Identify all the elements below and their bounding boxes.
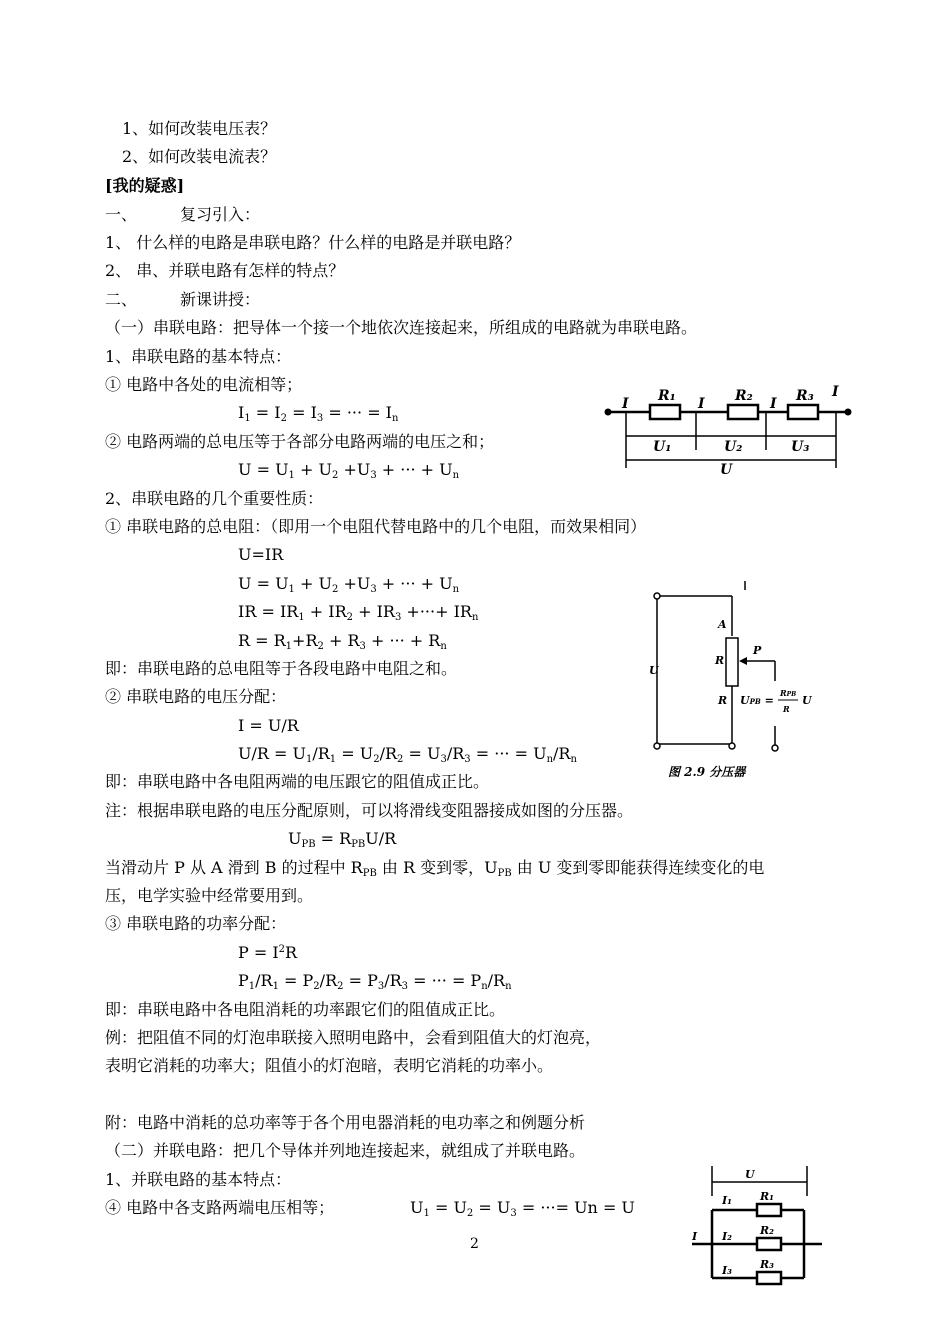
divider-label-a: A [718, 618, 727, 631]
series-label-r3: R₃ [796, 388, 814, 404]
series-label-i1: I [622, 396, 629, 412]
divider-note: 注：根据串联电路的电压分配原则，可以将滑线变阻器接成如图的分压器。 [105, 801, 634, 820]
eq-current-equal: $I_1 = I_2 = I_3$ = ··· = $I_n$ [238, 403, 399, 424]
eq-divider: $U_{PB} = R_{PB}U/R$ [288, 829, 397, 850]
parallel-label-r1: R₁ [760, 1190, 774, 1203]
series-label-r1: R₁ [658, 388, 676, 404]
divider-label-r: R [715, 654, 725, 667]
parallel-point-1: ④ 电路中各支路两端电压相等； [105, 1198, 335, 1217]
doubt-heading: [我的疑惑] [105, 176, 185, 195]
divider-formula-u: U [802, 694, 812, 707]
series-resistance-heading: ① 串联电路的总电阻：（即用一个电阻代替电路中的几个电阻，而效果相同） [105, 517, 647, 536]
eq-ohm: U=IR [238, 545, 284, 564]
series-label-i3: I [770, 396, 777, 412]
series-label-u2: U₂ [724, 439, 743, 455]
parallel-label-i2: I₂ [722, 1230, 732, 1243]
example-line-1: 例：把阻值不同的灯泡串联接入照明电路中，会看到阻值大的灯泡亮， [105, 1028, 602, 1047]
parallel-label-r3: R₃ [760, 1258, 774, 1271]
divider-label-p: P [753, 644, 762, 657]
section-2-title: 新课讲授： [180, 290, 261, 309]
review-question-2: 2、 串、并联电路有怎样的特点？ [105, 261, 345, 280]
section-2-number: 二、 [105, 290, 138, 309]
parallel-circuit-figure [682, 1160, 827, 1290]
eq-ir-sum: IR = $IR_1 + IR_2 + IR_3$ +···+ $IR_n$ [238, 602, 479, 623]
eq-voltage-sum-2: $U = U_1 + U_2 +U_3$ + ··· + $U_n$ [238, 574, 460, 595]
divider-formula-num: RPB [780, 688, 797, 698]
series-basic-heading: 1、串联电路的基本特点： [105, 347, 292, 366]
question-2: 2、如何改装电流表？ [122, 147, 277, 166]
voltage-division-heading: ② 串联电路的电压分配： [105, 687, 287, 706]
example-line-2: 表明它消耗的功率大；阻值小的灯泡暗，表明它消耗的功率小。 [105, 1056, 554, 1075]
series-circuit-figure [598, 378, 863, 486]
question-1: 1、如何改装电压表？ [122, 119, 277, 138]
power-division-heading: ③ 串联电路的功率分配： [105, 914, 287, 933]
parallel-label-i1: I₁ [722, 1194, 732, 1207]
eq-r-sum: $R = R_1+R_2 + R_3$ + ··· + $R_n$ [238, 631, 447, 652]
series-point-1: ① 电路中各处的电流相等； [105, 375, 303, 394]
series-props-heading: 2、串联电路的几个重要性质： [105, 489, 324, 508]
series-label-r2: R₂ [735, 388, 753, 404]
eq-current: I = U/R [238, 716, 299, 735]
parallel-basic-heading: 1、并联电路的基本特点： [105, 1170, 292, 1189]
eq-power-ratio: $P_1/R_1 = P_2/R_2 = P_3/R_3$ = ··· = $P_n/R_n$ [238, 971, 512, 992]
divider-label-u: U [649, 664, 659, 677]
series-label-i2: I [698, 396, 705, 412]
series-label-u: U [720, 462, 733, 478]
divider-label-r2: R [718, 694, 728, 707]
power-conclusion: 即：串联电路中各电阻消耗的功率跟它们的阻值成正比。 [105, 1000, 506, 1019]
parallel-label-i: I [692, 1230, 698, 1243]
divider-caption: 图 2.9 分压器 [668, 765, 746, 779]
series-label-i4: I [832, 384, 839, 400]
eq-power: $P = I^2R$ [238, 943, 298, 962]
section-1-title: 复习引入： [180, 205, 261, 224]
parallel-definition: （二）并联电路：把几个导体并列地连接起来，就组成了并联电路。 [105, 1141, 586, 1160]
slider-text-cont: 压，电学实验中经常要用到。 [105, 886, 314, 905]
eq-ratio: $U/R = U_1/R_1 = U_2/R_2 = U_3/R_3$ = ··· = $U_n/R_n$ [238, 744, 577, 765]
resistance-conclusion: 即：串联电路的总电阻等于各段电路中电阻之和。 [105, 659, 458, 678]
voltage-conclusion: 即：串联电路中各电阻两端的电压跟它的阻值成正比。 [105, 772, 490, 791]
page-number: 2 [470, 1236, 479, 1252]
divider-formula-den: R [783, 704, 790, 714]
slider-text: 当滑动片 P 从 A 滑到 B 的过程中 $R_{PB}$ 由 R 变到零，$U_{PB}$ 由 U 变到零即能获得连续变化的电 [105, 858, 765, 879]
eq-voltage-sum: $U = U_1 + U_2 +U_3$ + ··· + $U_n$ [238, 460, 460, 481]
voltage-divider-figure [640, 576, 830, 786]
series-definition: （一）串联电路：把导体一个接一个地依次连接起来，所组成的电路就为串联电路。 [105, 318, 698, 337]
section-1-number: 一、 [105, 205, 138, 224]
series-point-2: ② 电路两端的总电压等于各部分电路两端的电压之和； [105, 432, 495, 451]
eq-parallel-voltage: $U_1 = U_2 = U_3$ = ···= Un = U [410, 1198, 635, 1219]
parallel-label-i3: I₃ [722, 1264, 732, 1277]
series-label-u3: U₃ [791, 439, 810, 455]
series-label-u1: U₁ [653, 439, 672, 455]
review-question-1: 1、 什么样的电路是串联电路？什么样的电路是并联电路？ [105, 233, 521, 252]
parallel-label-r2: R₂ [760, 1224, 774, 1237]
divider-formula: UPB = [740, 694, 774, 707]
appendix: 附：电路中消耗的总功率等于各个用电器消耗的电功率之和例题分析 [105, 1113, 586, 1132]
parallel-label-u: U [745, 1168, 755, 1181]
